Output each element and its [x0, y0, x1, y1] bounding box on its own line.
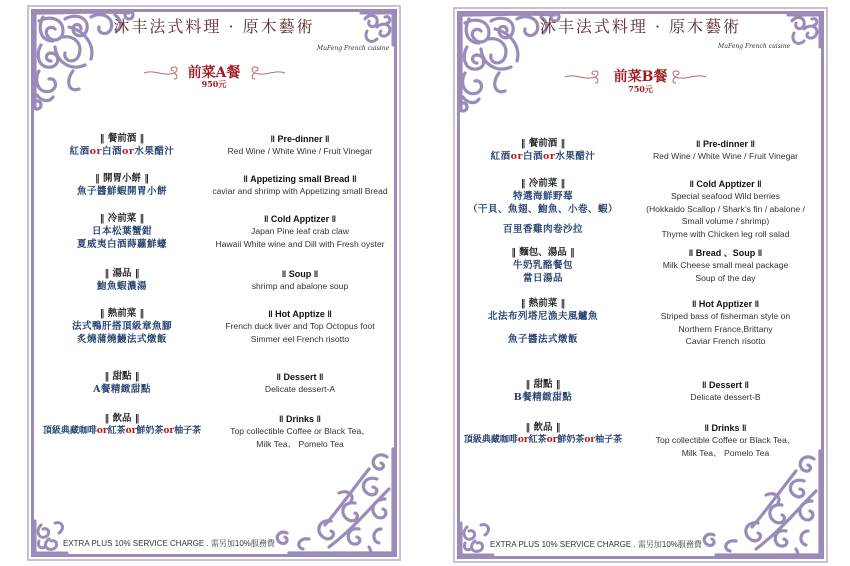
section-heading: ‖ 開胃小餅 ‖ [94, 173, 150, 184]
section-heading: ‖ 飲品 ‖ [104, 413, 140, 424]
menu-item: Small volume / shrimp) [681, 216, 770, 226]
menu-item: Caviar French risotto [685, 336, 766, 346]
section-heading: ‖ 湯品 ‖ [104, 268, 140, 279]
restaurant-name: 沐丰法式料理 · 原木藝術 [113, 17, 315, 36]
section-heading: ‖ 飲品 ‖ [525, 422, 561, 433]
menu-item: 日本松葉蟹鉗 [91, 226, 152, 237]
section-dessert-zh [453, 379, 633, 404]
section-soup-en [205, 268, 395, 293]
course-price: 750元 [628, 84, 653, 94]
menu-item: Top collectible Coffee or Black Tea、 [655, 435, 796, 445]
section-bread-zh [27, 173, 217, 198]
menu-item: 鮑魚蝦濃湯 [96, 281, 147, 292]
restaurant-name: 沐丰法式料理 · 原木藝術 [539, 17, 742, 36]
section-heading: ‖ 甜點 ‖ [104, 371, 140, 382]
menu-item: Soup of the day [695, 272, 756, 283]
menu-item: Thyme with Chicken leg roll salad [661, 228, 790, 239]
section-heading: ‖ Hot Apptize ‖ [268, 309, 332, 319]
section-heading: ‖ Appetizing small Bread ‖ [243, 174, 357, 184]
service-charge-note: EXTRA PLUS 10% SERVICE CHARGE . 需另加10%服務費 [490, 540, 702, 549]
menu-item: French duck liver and Top Octopus foot [225, 321, 375, 331]
section-cold-en [205, 213, 395, 250]
section-heading: ‖ Dessert ‖ [702, 380, 749, 390]
menu-item: 魚子醬法式燉飯 [507, 334, 578, 345]
section-heading: ‖ Pre-dinner ‖ [270, 134, 330, 144]
section-drinks-en [633, 422, 818, 459]
menu-item: 夏威夷白酒蒔蘿鮮蠔 [76, 239, 167, 250]
menu-item: Simmer eel French risotto [250, 333, 350, 344]
section-bread-en [205, 173, 395, 198]
section-cold-en [633, 178, 818, 240]
menu-item: Special seafood Wild berries [671, 191, 780, 201]
section-bread-soup-en [633, 247, 818, 284]
menu-item: 炙燒蒲燒鰻法式燉飯 [76, 334, 167, 345]
section-heading: ‖ 餐前酒 ‖ [99, 133, 145, 144]
menu-item: Delicate dessert-A [264, 384, 336, 394]
course-price: 950元 [201, 79, 227, 89]
section-heading: ‖ 甜點 ‖ [525, 379, 561, 390]
menu-item: 紅酒or白酒or水果醋汁 [490, 151, 596, 162]
section-drinks-zh [27, 413, 217, 438]
section-heading: ‖ 餐前酒 ‖ [520, 138, 566, 149]
section-hot-zh [453, 298, 633, 346]
menu-item: Striped bass of fisherman style on [660, 311, 791, 321]
zh-column [453, 7, 633, 563]
section-dessert-en [633, 379, 818, 404]
menu-item: Hawaii White wine and Dill with Fresh oyster [215, 238, 385, 249]
section-soup-zh [27, 268, 217, 293]
section-hot-en [205, 308, 395, 345]
zh-column [27, 5, 217, 561]
menu-item: (Hokkaido Scallop / Shark's fin / abalone / [646, 203, 805, 214]
menu-item-spacer [453, 216, 633, 223]
menu-item: shrimp and abalone soup [251, 281, 349, 291]
menu-item: caviar and shrimp with Appetizing small Bread [212, 186, 388, 196]
section-heading: ‖ 冷前菜 ‖ [99, 213, 145, 224]
menu-item: 百里香雞肉卷沙拉 [502, 224, 583, 235]
menu-card-b [453, 7, 828, 563]
section-heading: ‖ Drinks ‖ [704, 423, 747, 433]
menu-item: Delicate dessert-B [690, 392, 761, 402]
menu-item: Northern France,Brittany [678, 323, 773, 334]
section-pre-dinner-en [633, 138, 818, 163]
menu-item: B餐精緻甜點 [513, 392, 573, 403]
section-heading: ‖ 熱前菜 ‖ [520, 298, 566, 309]
section-heading: ‖ 熱前菜 ‖ [99, 308, 145, 319]
section-heading: ‖ 冷前菜 ‖ [520, 178, 566, 189]
menu-item: Japan Pine leaf crab claw [251, 226, 349, 236]
menu-item: 魚子醬鮮蝦開胃小餅 [76, 186, 167, 197]
menu-item: （干貝、魚翅、鮑魚、小卷、蝦） [467, 204, 618, 215]
section-heading: ‖ Soup ‖ [281, 269, 319, 279]
section-heading: ‖ Dessert ‖ [276, 372, 324, 382]
section-heading: ‖ Hot Apptizer ‖ [691, 299, 760, 309]
section-hot-en [633, 298, 818, 348]
menu-item: 法式鴨肝搭頂級章魚腳 [71, 321, 172, 332]
section-heading: ‖ Pre-dinner ‖ [696, 139, 755, 149]
section-heading: ‖ Cold Apptizer ‖ [689, 179, 762, 189]
menu-item-spacer [453, 323, 633, 333]
menu-item: 頂級典藏咖啡or紅茶or鮮奶茶or柚子茶 [463, 435, 623, 445]
section-bread-soup-zh [453, 247, 633, 285]
menu-item: 北法布列塔尼漁夫風鱸魚 [487, 311, 598, 322]
course-title: 前菜A餐 [187, 65, 241, 81]
section-pre-dinner-en [205, 133, 395, 158]
section-heading: ‖ Cold Apptizer ‖ [263, 214, 337, 224]
menu-item: Milk Cheese small meal package [662, 260, 789, 270]
section-hot-zh [27, 308, 217, 346]
course-title: 前菜B餐 [613, 69, 668, 85]
menu-item: 頂級典藏咖啡or紅茶or鮮奶茶or柚子茶 [42, 426, 202, 436]
section-heading: ‖ Bread 、Soup ‖ [688, 248, 763, 258]
service-charge-note: EXTRA PLUS 10% SERVICE CHARGE . 需另加10%服務費 [63, 539, 275, 548]
section-drinks-zh [453, 422, 633, 447]
menu-card-a [27, 5, 401, 561]
section-cold-zh [453, 178, 633, 236]
menu-item: Red Wine / White Wine / Fruit Vinegar [652, 151, 799, 161]
section-cold-zh [27, 213, 217, 251]
restaurant-name-en: MuFeng French cuisine [718, 43, 791, 50]
menu-item: 特選海鮮野莓 [512, 191, 573, 202]
menu-item: Milk Tea、 Pomelo Tea [256, 438, 344, 449]
section-pre-dinner-zh [27, 133, 217, 158]
menu-item: Red Wine / White Wine / Fruit Vinegar [227, 146, 373, 156]
section-heading: ‖ Drinks ‖ [279, 414, 321, 424]
section-drinks-en [205, 413, 395, 450]
section-dessert-zh [27, 371, 217, 396]
menu-item: 紅酒or白酒or水果醋汁 [69, 146, 175, 157]
restaurant-name-en: MuFeng French cuisine [317, 45, 390, 52]
section-dessert-en [205, 371, 395, 396]
menu-item: 當日湯品 [522, 273, 563, 284]
section-pre-dinner-zh [453, 138, 633, 163]
menu-item: Top collectible Coffee or Black Tea、 [230, 426, 370, 436]
menu-item: Milk Tea、 Pomelo Tea [681, 447, 770, 458]
section-heading: ‖ 麵包、湯品 ‖ [511, 247, 575, 258]
en-column [205, 5, 395, 561]
menu-item: A餐精緻甜點 [93, 384, 151, 395]
en-column [633, 7, 818, 563]
menu-item: 牛奶乳酪餐包 [512, 260, 573, 271]
